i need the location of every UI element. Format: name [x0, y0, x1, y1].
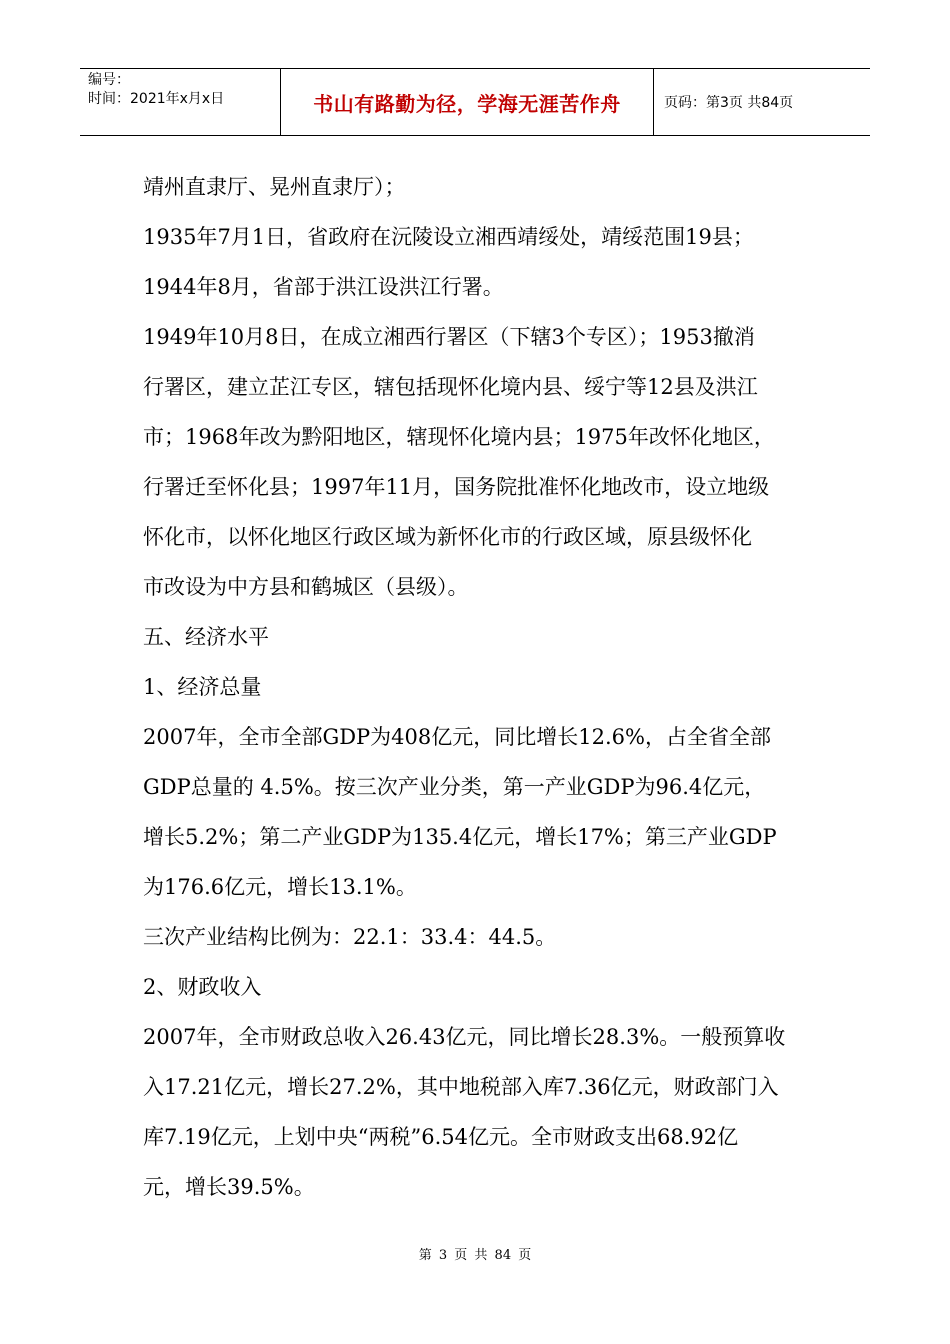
body-line: 库7.19亿元，上划中央“两税”6.54亿元。全市财政支出68.92亿 — [143, 1125, 739, 1149]
body-line: 1949年10月8日，在成立湘西行署区（下辖3个专区）；1953撤消 — [143, 325, 755, 349]
document-date-label: 时间：2021年x月x日 — [88, 91, 225, 107]
section-heading: 五、经济水平 — [143, 625, 269, 649]
body-line: 为176.6亿元，增长13.1%。 — [143, 875, 417, 899]
document-body — [143, 162, 813, 1212]
body-line: 行署区，建立芷江专区，辖包括现怀化境内县、绥宁等12县及洪江 — [143, 375, 758, 399]
body-line: 三次产业结构比例为：22.1：33.4：44.5。 — [143, 925, 557, 949]
header-page-info: 页码：第3页 共84页 — [664, 95, 794, 111]
page-footer-number: 第 3 页 共 84 页 — [418, 1248, 532, 1263]
body-line: 2007年，全市全部GDP为408亿元，同比增长12.6%，占全省全部 — [143, 725, 771, 749]
body-line: 靖州直隶厅、晃州直隶厅）； — [143, 175, 406, 199]
body-line: 入17.21亿元，增长27.2%，其中地税部入库7.36亿元，财政部门入 — [143, 1075, 779, 1099]
header-motto: 书山有路勤为径，学海无涯苦作舟 — [281, 69, 654, 135]
header-meta-cell — [80, 69, 281, 135]
body-line: 行署迁至怀化县；1997年11月，国务院批准怀化地改市，设立地级 — [143, 475, 770, 499]
body-line: 增长5.2%；第二产业GDP为135.4亿元，增长17%；第三产业GDP — [143, 825, 777, 849]
subsection-heading: 2、财政收入 — [143, 975, 262, 999]
document-number-label: 编号： — [88, 72, 130, 88]
body-line: 怀化市，以怀化地区行政区域为新怀化市的行政区域，原县级怀化 — [143, 525, 752, 549]
body-line: 元，增长39.5%。 — [143, 1175, 315, 1199]
body-line: 市改设为中方县和鹤城区（县级）。 — [143, 575, 469, 599]
body-line: GDP总量的 4.5%。按三次产业分类，第一产业GDP为96.4亿元， — [143, 775, 766, 799]
body-line: 1935年7月1日，省政府在沅陵设立湘西靖绥处，靖绥范围19县； — [143, 225, 754, 249]
page-header — [80, 68, 870, 136]
subsection-heading: 1、经济总量 — [143, 675, 262, 699]
body-line: 2007年，全市财政总收入26.43亿元，同比增长28.3%。一般预算收 — [143, 1025, 786, 1049]
body-line: 1944年8月，省部于洪江设洪江行署。 — [143, 275, 504, 299]
body-line: 市；1968年改为黔阳地区，辖现怀化境内县；1975年改怀化地区， — [143, 425, 775, 449]
